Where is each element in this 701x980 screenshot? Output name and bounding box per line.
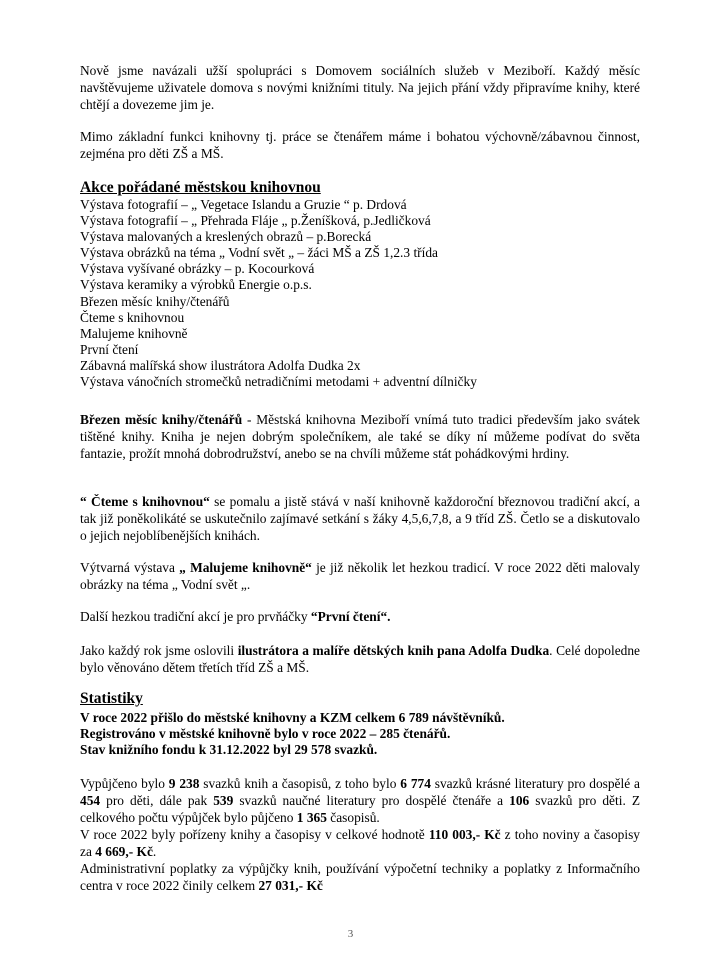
stats-registered: Registrováno v městské knihovně bylo v roce 2022 – 285 čtenářů. [80, 726, 451, 742]
dudek-pre: Jako každý rok jsme oslovili [80, 643, 238, 658]
dudek-body: . Celé dopoledne bylo věnováno dětem třetích tříd ZŠ a MŠ. [80, 643, 640, 675]
loans-paragraph [80, 775, 640, 826]
event-item: Výstava fotografií – „ Přehrada Fláje „ p.Ženíšková, p.Jedličková [80, 213, 431, 229]
event-item: Výstava malovaných a kreslených obrazů – p.Borecká [80, 229, 372, 245]
cteme-title: “ Čteme s knihovnou“ [80, 494, 210, 509]
page-number: 3 [347, 928, 354, 940]
fees-text: Administrativní poplatky za výpůjčky knih, používání výpočetní techniky a poplatky z Informačního centra v roce 2022 činily celkem 27 031,- Kč [80, 861, 640, 893]
event-item: Malujeme knihovně [80, 325, 188, 341]
event-item: Výstava vyšívané obrázky – p. Kocourková [80, 261, 315, 277]
stats-heading: Statistiky [80, 690, 143, 707]
loans-fiction-children: 454 [80, 793, 101, 808]
event-item: Březen měsíc knihy/čtenářů [80, 293, 230, 309]
cteme-text [80, 493, 640, 544]
intro-text-1: Nově jsme navázali užší spolupráci s Domovem sociálních služeb v Meziboří. Každý měsíc navštěvujeme uživatele domova s novými knižními tituly. Na jejich přání vždy připravíme knihy, které chtějí a dovezeme jim je. [80, 63, 640, 112]
loans-magazines: 1 365 [296, 810, 327, 825]
intro-paragraph-2 [80, 128, 640, 162]
stats-summary [80, 710, 640, 759]
dudek-title: ilustrátora a malíře dětských knih pana Adolfa Dudka [237, 643, 550, 658]
cteme-paragraph [80, 493, 640, 544]
malujeme-paragraph [80, 559, 640, 593]
brezen-body: - Městská knihovna Meziboří vnímá tuto tradici především jako svátek tištěné knihy. Kniha je nejen dobrým společníkem, ale také se díky ní můžeme podívat do světa fantazie, prožít mnohá dobrodružství, anebo se na chvíli můžeme stát pohádkovými hrdiny. [80, 412, 640, 461]
malujeme-title: „ Malujeme knihovně“ [179, 560, 312, 575]
prvni-paragraph [80, 608, 640, 625]
purchase-periodicals: 4 669,- Kč [95, 844, 153, 859]
events-list [80, 197, 640, 390]
brezen-title: Březen měsíc knihy/čtenářů [80, 412, 243, 427]
brezen-paragraph [80, 411, 640, 462]
event-item: Výstava obrázků na téma „ Vodní svět „ – žáci MŠ a ZŠ 1,2.3 třída [80, 245, 438, 261]
loans-nonfiction-adults: 539 [213, 793, 234, 808]
cteme-body: se pomalu a jistě stává v naší knihovně každoroční březnovou tradiční akcí, a tak již poněkolikáté se uskutečnilo zajímavé setkání s žáky 4,5,6,7,8, a 9 tříd ZŠ. Četlo se a diskutovalo o jejich nejoblíbenějších knihách. [80, 494, 640, 543]
purchase-text: V roce 2022 byly pořízeny knihy a časopisy v celkové hodnotě 110 003,- Kč z toho noviny a časopisy za 4 669,- Kč. [80, 827, 641, 859]
event-item: Zábavná malířská show ilustrátora Adolfa Dudka 2x [80, 357, 361, 373]
event-item: Čteme s knihovnou [80, 309, 185, 325]
prvni-pre: Další hezkou tradiční akcí je pro prvňáčky [80, 609, 311, 624]
event-item: Výstava vánočních stromečků netradičními metodami + adventní dílničky [80, 374, 477, 390]
purchase-paragraph [80, 826, 640, 860]
event-item: Výstava keramiky a výrobků Energie o.p.s. [80, 277, 312, 293]
malujeme-text [80, 559, 640, 593]
stats-fund: Stav knižního fondu k 31.12.2022 byl 29 578 svazků. [80, 742, 378, 758]
intro-paragraph-1 [80, 62, 640, 113]
purchase-total: 110 003,- Kč [428, 827, 501, 842]
fees-total: 27 031,- Kč [258, 878, 323, 893]
stats-visitors: V roce 2022 přišlo do městské knihovny a KZM celkem 6 789 návštěvníků. [80, 710, 505, 725]
loans-text: Vypůjčeno bylo 9 238 svazků knih a časopisů, z toho bylo 6 774 svazků krásné literatury pro dospělé a 454 pro děti, dále pak 539 svazků naučné literatury pro dospělé čtenáře a 106 svazků pro děti. Z celkového počtu výpůjček bylo půjčeno 1 365 časopisů. [80, 776, 641, 825]
loans-total: 9 238 [168, 776, 200, 791]
malujeme-body: je již několik let hezkou tradicí. V roce 2022 děti malovaly obrázky na téma „ Vodní svět „. [80, 560, 640, 592]
events-heading: Akce pořádané městskou knihovnou [80, 179, 321, 196]
loans-nonfiction-children: 106 [509, 793, 530, 808]
event-item: První čtení [80, 341, 139, 357]
prvni-title: “První čtení“. [310, 609, 391, 624]
dudek-text [80, 642, 640, 676]
loans-fiction-adults: 6 774 [400, 776, 431, 791]
prvni-text [80, 608, 640, 625]
event-item: Výstava fotografií – „ Vegetace Islandu a Gruzie “ p. Drdová [80, 197, 407, 212]
fees-paragraph [80, 860, 640, 894]
brezen-text [80, 411, 640, 462]
dudek-paragraph [80, 642, 640, 676]
malujeme-pre: Výtvarná výstava [80, 560, 180, 575]
intro-text-2: Mimo základní funkci knihovny tj. práce se čtenářem máme i bohatou výchovně/zábavnou činnost, zejména pro děti ZŠ a MŠ. [80, 129, 640, 161]
